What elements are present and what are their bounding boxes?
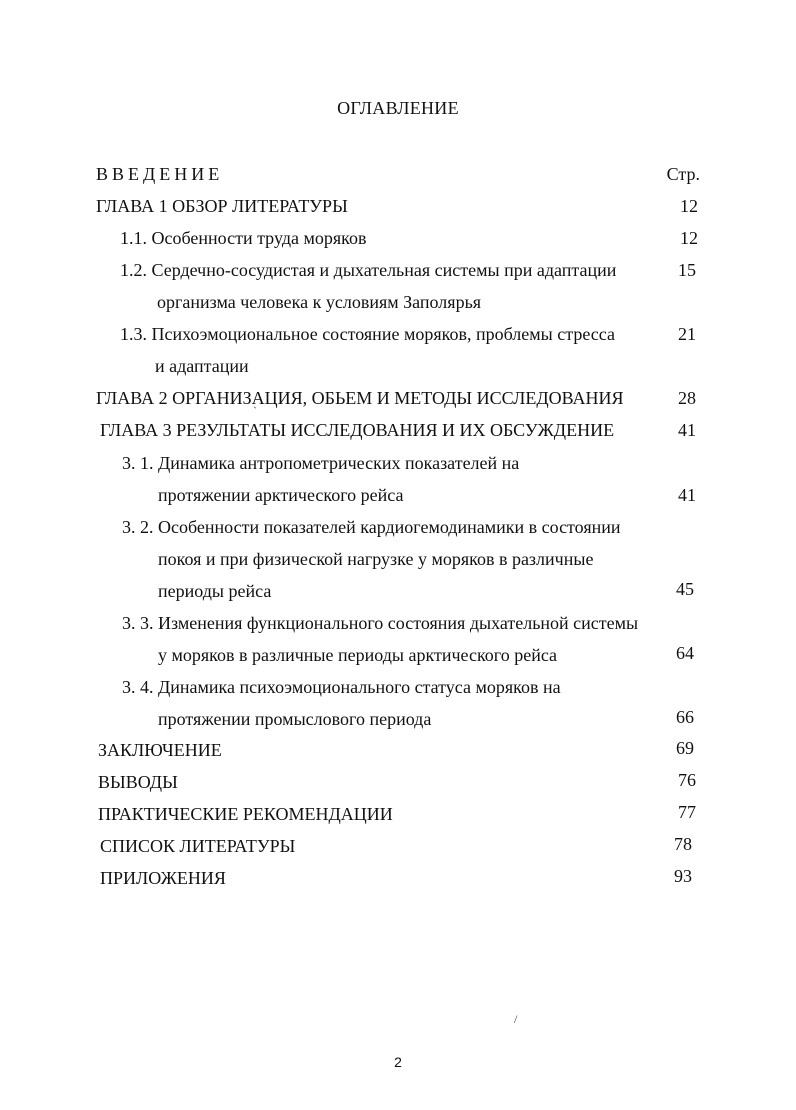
toc-entry-conclusion: ЗАКЛЮЧЕНИЕ xyxy=(98,740,222,760)
scan-speck: ` xyxy=(253,404,257,418)
toc-page-conclusion: 69 xyxy=(676,738,694,758)
page-number: 2 xyxy=(394,1054,402,1070)
toc-page-references: 78 xyxy=(674,834,692,854)
toc-entry-1-2-continued: организма человека к условиям Заполярья xyxy=(157,292,482,312)
toc-entry-references: СПИСОК ЛИТЕРАТУРЫ xyxy=(100,836,296,856)
toc-page-recommendations: 77 xyxy=(678,802,696,822)
toc-entry-3-2-continued-1: покоя и при физической нагрузке у моряков в различные xyxy=(158,549,594,569)
toc-entry-chapter-1: ГЛАВА 1 ОБЗОР ЛИТЕРАТУРЫ xyxy=(96,196,348,216)
toc-entry-1-2: 1.2. Сердечно-сосудистая и дыхательная системы при адаптации xyxy=(120,260,617,280)
toc-page-1-2: 15 xyxy=(678,260,696,280)
toc-page-findings: 76 xyxy=(678,770,696,790)
toc-entry-3-2-continued-2: периоды рейса xyxy=(158,581,272,601)
scan-speck: / xyxy=(514,1012,518,1026)
toc-entry-findings: ВЫВОДЫ xyxy=(98,772,178,792)
toc-entry-3-1: 3. 1. Динамика антропометрических показателей на xyxy=(122,453,520,473)
toc-entry-3-4: 3. 4. Динамика психоэмоционального статуса моряков на xyxy=(122,677,561,697)
toc-entry-3-1-continued: протяжении арктического рейса xyxy=(158,485,404,505)
toc-page-chapter-3: 41 xyxy=(678,420,696,440)
toc-page-chapter-2: 28 xyxy=(678,388,696,408)
toc-entry-appendices: ПРИЛОЖЕНИЯ xyxy=(100,868,226,888)
toc-entry-1-1: 1.1. Особенности труда моряков xyxy=(120,228,367,248)
toc-page-1-3: 21 xyxy=(678,324,696,344)
toc-page-chapter-1: 12 xyxy=(680,196,698,216)
toc-entry-chapter-2: ГЛАВА 2 ОРГАНИЗАЦИЯ, ОБЬЕМ И МЕТОДЫ ИССЛЕДОВАНИЯ xyxy=(96,388,624,408)
toc-entry-chapter-3: ГЛАВА 3 РЕЗУЛЬТАТЫ ИССЛЕДОВАНИЯ И ИХ ОБСУЖДЕНИЕ xyxy=(100,420,615,440)
toc-entry-recommendations: ПРАКТИЧЕСКИЕ РЕКОМЕНДАЦИИ xyxy=(98,804,393,824)
toc-entry-3-3: 3. 3. Изменения функционального состояния дыхательной системы xyxy=(122,613,639,633)
toc-page-3-1: 41 xyxy=(678,485,696,505)
toc-entry-3-3-continued: у моряков в различные периоды арктического рейса xyxy=(158,645,558,665)
page-title: ОГЛАВЛЕНИЕ xyxy=(337,98,459,118)
toc-page-appendices: 93 xyxy=(674,866,692,886)
toc-page-3-2: 45 xyxy=(676,579,694,599)
toc-entry-3-4-continued: протяжении промыслового периода xyxy=(158,709,432,729)
toc-entry-3-2: 3. 2. Особенности показателей кардиогемодинамики в состоянии xyxy=(122,517,621,537)
toc-entry-introduction: ВВЕДЕНИЕ xyxy=(96,164,224,184)
toc-page-3-4: 66 xyxy=(676,707,694,727)
toc-entry-1-3: 1.3. Психоэмоциональное состояние моряков, проблемы стресса xyxy=(120,324,615,344)
toc-entry-1-3-continued: и адаптации xyxy=(155,356,249,376)
toc-page-3-3: 64 xyxy=(676,643,694,663)
page-column-label: Стр. xyxy=(666,164,700,184)
toc-page-1-1: 12 xyxy=(680,228,698,248)
